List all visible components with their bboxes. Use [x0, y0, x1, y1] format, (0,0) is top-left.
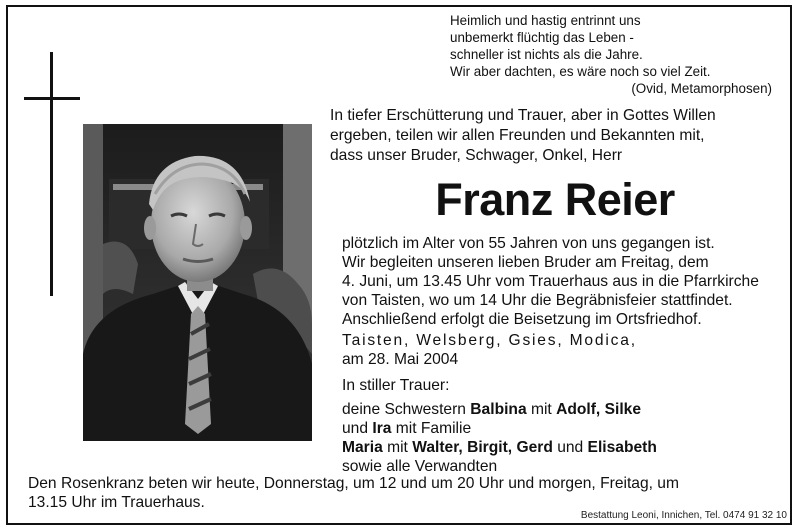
mourners-heading: In stiller Trauer: — [342, 377, 450, 394]
poem-line: Wir aber dachten, es wäre noch so viel Zeit. — [450, 64, 711, 79]
deceased-name: Franz Reier — [435, 174, 675, 225]
intro-text — [330, 106, 780, 166]
place-date — [342, 331, 782, 369]
announcement-text — [342, 234, 782, 329]
intro-line: In tiefer Erschütterung und Trauer, aber in Gottes Willen — [330, 107, 716, 124]
mourners-line — [342, 419, 782, 438]
body-line: plötzlich im Alter von 55 Jahren von uns gegangen ist. — [342, 235, 715, 252]
intro-line: dass unser Bruder, Schwager, Onkel, Herr — [330, 147, 623, 164]
body-line: Anschließend erfolgt die Beisetzung im Ortsfriedhof. — [342, 311, 702, 328]
rosary-notice — [28, 474, 788, 512]
portrait-photo — [83, 124, 312, 441]
footer-line: 13.15 Uhr im Trauerhaus. — [28, 494, 205, 511]
mourners-text: mit — [382, 439, 413, 456]
mourners-text: und — [342, 420, 373, 437]
mourners-line — [342, 438, 782, 457]
poem-line: schneller ist nichts als die Jahre. — [450, 47, 643, 62]
poem-line: Heimlich und hastig entrinnt uns — [450, 13, 641, 28]
mourner-name: Balbina — [470, 401, 527, 418]
poem-source: (Ovid, Metamorphosen) — [631, 81, 772, 96]
body-line: Wir begleiten unseren lieben Bruder am Freitag, dem — [342, 254, 709, 271]
date-line: am 28. Mai 2004 — [342, 351, 459, 368]
mourner-name: Adolf, Silke — [556, 401, 641, 418]
mourners-text: und — [552, 439, 588, 456]
poem-quote — [450, 12, 772, 97]
mourner-name: Ira — [372, 420, 392, 437]
cross-icon — [50, 52, 53, 296]
mourner-name: Elisabeth — [587, 439, 657, 456]
mourner-name: Maria — [342, 439, 383, 456]
mourners-list — [342, 376, 782, 476]
cross-icon-bar — [24, 97, 80, 100]
mourners-line: sowie alle Verwandten — [342, 458, 498, 475]
mourners-text: mit Familie — [391, 420, 472, 437]
funeral-home-credit: Bestattung Leoni, Innichen, Tel. 0474 91 32 10 — [580, 510, 787, 521]
mourner-name: Walter, Birgit, Gerd — [412, 439, 553, 456]
mourners-text: mit — [526, 401, 557, 418]
intro-line: ergeben, teilen wir allen Freunden und Bekannten mit, — [330, 127, 705, 144]
body-line: 4. Juni, um 13.45 Uhr vom Trauerhaus aus in die Pfarrkirche — [342, 273, 759, 290]
footer-line: Den Rosenkranz beten wir heute, Donnerstag, um 12 und um 20 Uhr und morgen, Freitag, um — [28, 475, 679, 492]
mourners-text: deine Schwestern — [342, 401, 471, 418]
body-line: von Taisten, wo um 14 Uhr die Begräbnisfeier stattfindet. — [342, 292, 733, 309]
poem-line: unbemerkt flüchtig das Leben - — [450, 30, 634, 45]
mourners-line — [342, 400, 782, 419]
places-line: Taisten, Welsberg, Gsies, Modica, — [342, 332, 637, 349]
